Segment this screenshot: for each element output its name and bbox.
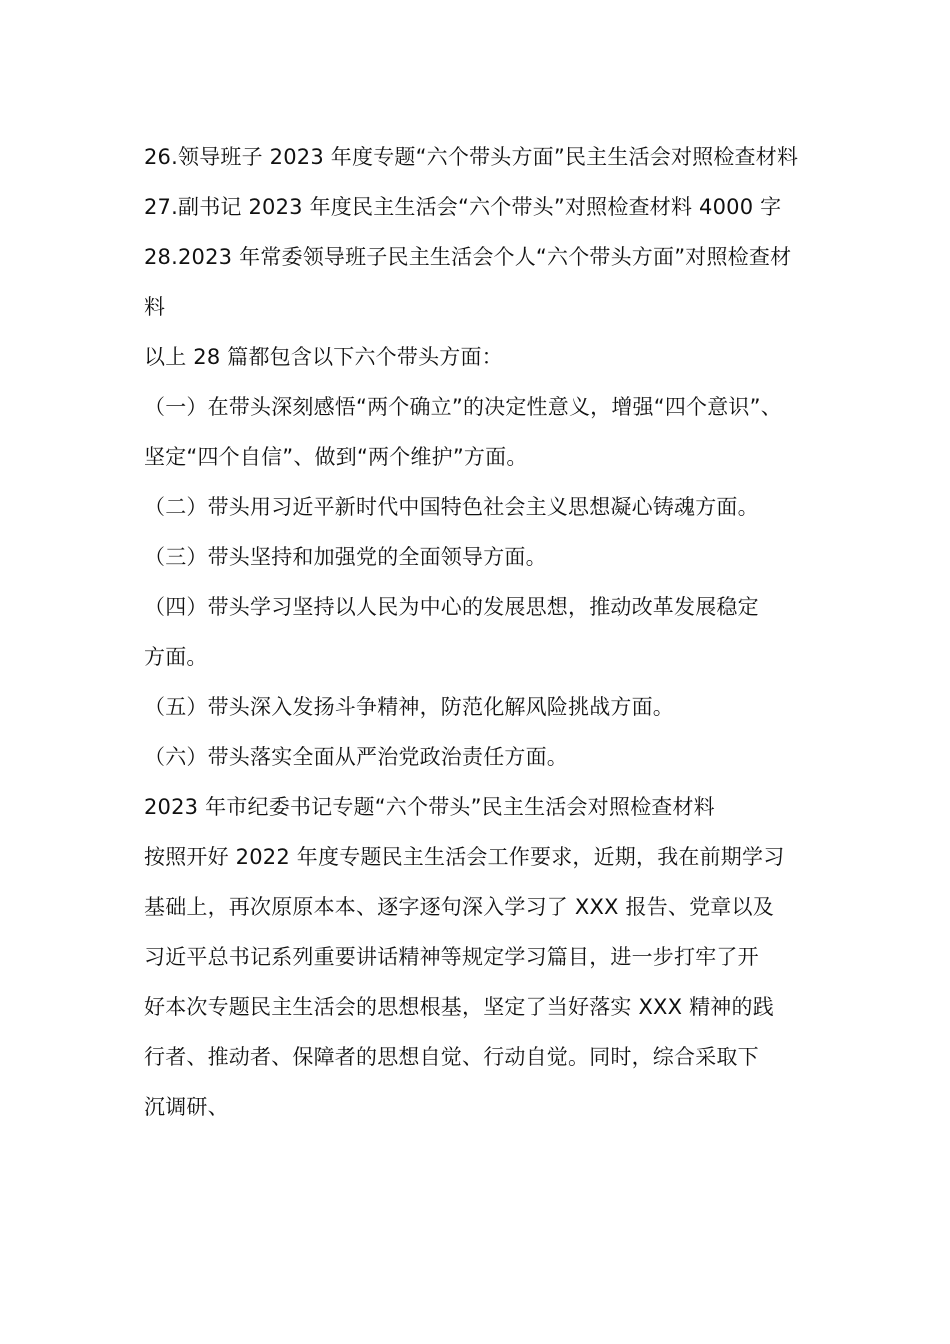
paragraph-line: 沉调研、 bbox=[144, 1095, 229, 1119]
list-item-26: 26.领导班子 2023 年度专题“六个带头方面”民主生活会对照检查材料 bbox=[144, 145, 799, 169]
paragraph-line: 行者、推动者、保障者的思想自觉、行动自觉。同时，综合采取下 bbox=[144, 1045, 759, 1069]
document-body bbox=[144, 132, 824, 1132]
section-title: 2023 年市纪委书记专题“六个带头”民主生活会对照检查材料 bbox=[144, 795, 715, 819]
aspect-3: （三）带头坚持和加强党的全面领导方面。 bbox=[144, 545, 547, 569]
aspect-6: （六）带头落实全面从严治党政治责任方面。 bbox=[144, 745, 568, 769]
list-item-27: 27.副书记 2023 年度民主生活会“六个带头”对照检查材料 4000 字 bbox=[144, 195, 782, 219]
aspect-2: （二）带头用习近平新时代中国特色社会主义思想凝心铸魂方面。 bbox=[144, 495, 759, 519]
paragraph-line: 习近平总书记系列重要讲话精神等规定学习篇目，进一步打牢了开 bbox=[144, 945, 759, 969]
paragraph-line: 按照开好 2022 年度专题民主生活会工作要求，近期，我在前期学习 bbox=[144, 845, 785, 869]
list-item-28-continued: 料 bbox=[144, 295, 166, 319]
aspect-1-continued: 坚定“四个自信”、做到“两个维护”方面。 bbox=[144, 445, 528, 469]
summary-intro: 以上 28 篇都包含以下六个带头方面： bbox=[144, 345, 503, 369]
aspect-5: （五）带头深入发扬斗争精神，防范化解风险挑战方面。 bbox=[144, 695, 674, 719]
aspect-1: （一）在带头深刻感悟“两个确立”的决定性意义，增强“四个意识”、 bbox=[144, 395, 782, 419]
paragraph-line: 基础上，再次原原本本、逐字逐句深入学习了 XXX 报告、党章以及 bbox=[144, 895, 774, 919]
list-item-28: 28.2023 年常委领导班子民主生活会个人“六个带头方面”对照检查材 bbox=[144, 245, 792, 269]
paragraph-line: 好本次专题民主生活会的思想根基，坚定了当好落实 XXX 精神的践 bbox=[144, 995, 774, 1019]
aspect-4-continued: 方面。 bbox=[144, 645, 208, 669]
aspect-4: （四）带头学习坚持以人民为中心的发展思想，推动改革发展稳定 bbox=[144, 595, 759, 619]
